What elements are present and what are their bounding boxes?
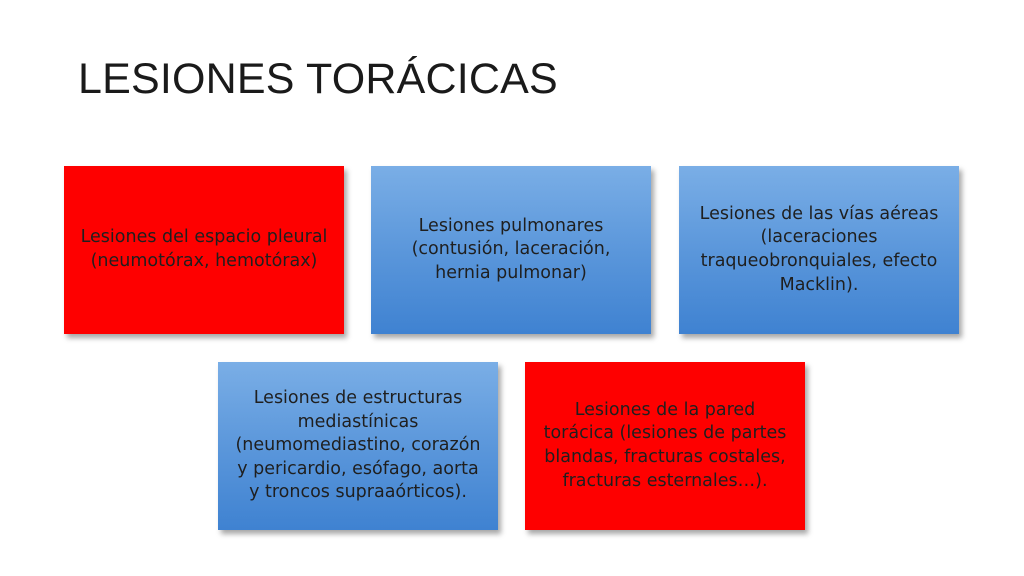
box-mediastinal-injuries-text: Lesiones de estructuras mediastínicas (neumomediastino, corazón y pericardio, esófago, aorta y troncos supraaórticos). xyxy=(235,387,481,503)
box-chest-wall-injuries xyxy=(525,362,805,530)
box-airway-injuries-text: Lesiones de las vías aéreas (laceraciones traqueobronquiales, efecto Macklin). xyxy=(699,203,939,295)
box-pleural-injuries-text: Lesiones del espacio pleural (neumotórax, hemotórax) xyxy=(80,227,328,271)
box-mediastinal-injuries xyxy=(218,362,498,530)
box-chest-wall-injuries-text: Lesiones de la pared torácica (lesiones de partes blandas, fracturas costales, fracturas esternales…). xyxy=(543,399,787,491)
box-airway-injuries xyxy=(679,166,959,334)
box-pulmonary-injuries-text: Lesiones pulmonares (contusión, laceración, hernia pulmonar) xyxy=(411,215,611,283)
box-pulmonary-injuries xyxy=(371,166,651,334)
slide-title: LESIONES TORÁCICAS xyxy=(78,55,558,103)
box-pleural-injuries xyxy=(64,166,344,334)
